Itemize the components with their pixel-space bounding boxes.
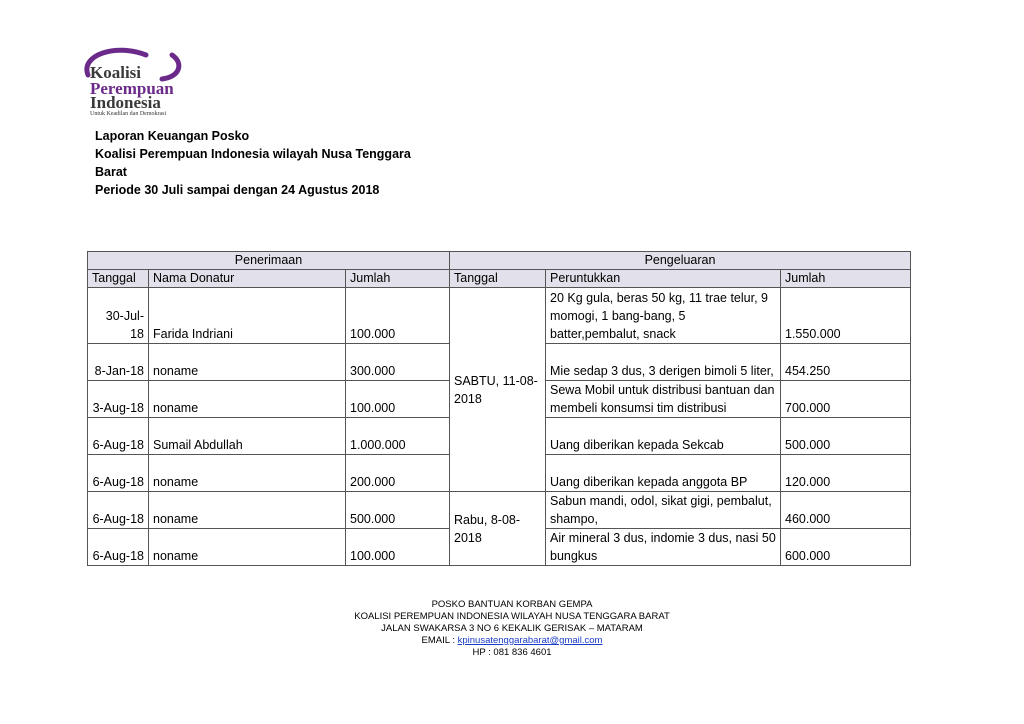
col-amount-header: Jumlah <box>346 270 450 288</box>
footer-phone: HP : 081 836 4601 <box>472 647 552 658</box>
receipt-date: 6-Aug-18 <box>88 455 149 492</box>
col-donor-header: Nama Donatur <box>149 270 346 288</box>
footer-email-line <box>300 635 724 647</box>
expense-date: Rabu, 8-08-2018 <box>450 492 546 566</box>
expense-amount: 120.000 <box>781 455 911 492</box>
col-amount2-header: Jumlah <box>781 270 911 288</box>
col-purpose-header: Peruntukkan <box>546 270 781 288</box>
expense-amount: 700.000 <box>781 381 911 418</box>
receipt-date: 6-Aug-18 <box>88 418 149 455</box>
expense-purpose: Mie sedap 3 dus, 3 derigen bimoli 5 liter, <box>546 344 781 381</box>
footer <box>300 599 724 659</box>
donor-name: noname <box>149 455 346 492</box>
finance-table <box>87 251 911 566</box>
expense-amount: 460.000 <box>781 492 911 529</box>
logo-line-2: Perempuan <box>90 79 174 98</box>
table-row <box>88 492 911 529</box>
logo-line-3: Indonesia <box>90 93 161 112</box>
report-organization: Koalisi Perempuan Indonesia wilayah Nusa Tenggara <box>95 147 411 161</box>
receipt-amount: 1.000.000 <box>346 418 450 455</box>
donor-name: noname <box>149 381 346 418</box>
email-label: EMAIL : <box>421 635 458 646</box>
report-period: Periode 30 Juli sampai dengan 24 Agustus 2018 <box>95 183 380 197</box>
logo-line-1: Koalisi <box>90 63 142 82</box>
expense-purpose: 20 Kg gula, beras 50 kg, 11 trae telur, 9 momogi, 1 bang-bang, 5 batter,pembalut, snack <box>546 288 781 344</box>
receipt-amount: 100.000 <box>346 381 450 418</box>
email-link[interactable]: kpinusatenggarabarat@gmail.com <box>457 635 603 646</box>
group-expenses-header: Pengeluaran <box>450 252 911 270</box>
footer-line-1: POSKO BANTUAN KORBAN GEMPA <box>431 599 593 610</box>
column-header-row <box>88 270 911 288</box>
group-receipts-header: Penerimaan <box>88 252 450 270</box>
report-title: Laporan Keuangan Posko <box>95 129 250 143</box>
expense-purpose: Sewa Mobil untuk distribusi bantuan dan membeli konsumsi tim distribusi <box>546 381 781 418</box>
organization-logo <box>76 45 196 115</box>
expense-purpose: Uang diberikan kepada Sekcab <box>546 418 781 455</box>
table-row <box>88 288 911 344</box>
expense-amount: 600.000 <box>781 529 911 566</box>
donor-name: noname <box>149 492 346 529</box>
col-date-header: Tanggal <box>88 270 149 288</box>
expense-purpose: Uang diberikan kepada anggota BP <box>546 455 781 492</box>
expense-date: SABTU, 11-08-2018 <box>450 288 546 492</box>
receipt-date: 6-Aug-18 <box>88 529 149 566</box>
donor-name: noname <box>149 344 346 381</box>
donor-name: noname <box>149 529 346 566</box>
footer-line-2: KOALISI PEREMPUAN INDONESIA WILAYAH NUSA TENGGARA BARAT <box>354 611 670 622</box>
receipt-amount: 100.000 <box>346 288 450 344</box>
receipt-date: 30-Jul-18 <box>88 288 149 344</box>
donor-name: Sumail Abdullah <box>149 418 346 455</box>
group-header-row <box>88 252 911 270</box>
receipt-date: 8-Jan-18 <box>88 344 149 381</box>
receipt-amount: 500.000 <box>346 492 450 529</box>
expense-amount: 454.250 <box>781 344 911 381</box>
donor-name: Farida Indriani <box>149 288 346 344</box>
footer-line-3: JALAN SWAKARSA 3 NO 6 KEKALIK GERISAK – MATARAM <box>381 623 643 634</box>
expense-purpose: Sabun mandi, odol, sikat gigi, pembalut, shampo, <box>546 492 781 529</box>
receipt-date: 3-Aug-18 <box>88 381 149 418</box>
report-header <box>95 127 435 199</box>
receipt-amount: 100.000 <box>346 529 450 566</box>
report-organization-cont: Barat <box>95 165 127 179</box>
receipt-date: 6-Aug-18 <box>88 492 149 529</box>
receipt-amount: 300.000 <box>346 344 450 381</box>
receipt-amount: 200.000 <box>346 455 450 492</box>
logo-tagline: Untuk Keadilan dan Demokrasi <box>90 111 167 117</box>
col-date2-header: Tanggal <box>450 270 546 288</box>
expense-amount: 1.550.000 <box>781 288 911 344</box>
expense-amount: 500.000 <box>781 418 911 455</box>
expense-purpose: Air mineral 3 dus, indomie 3 dus, nasi 50 bungkus <box>546 529 781 566</box>
